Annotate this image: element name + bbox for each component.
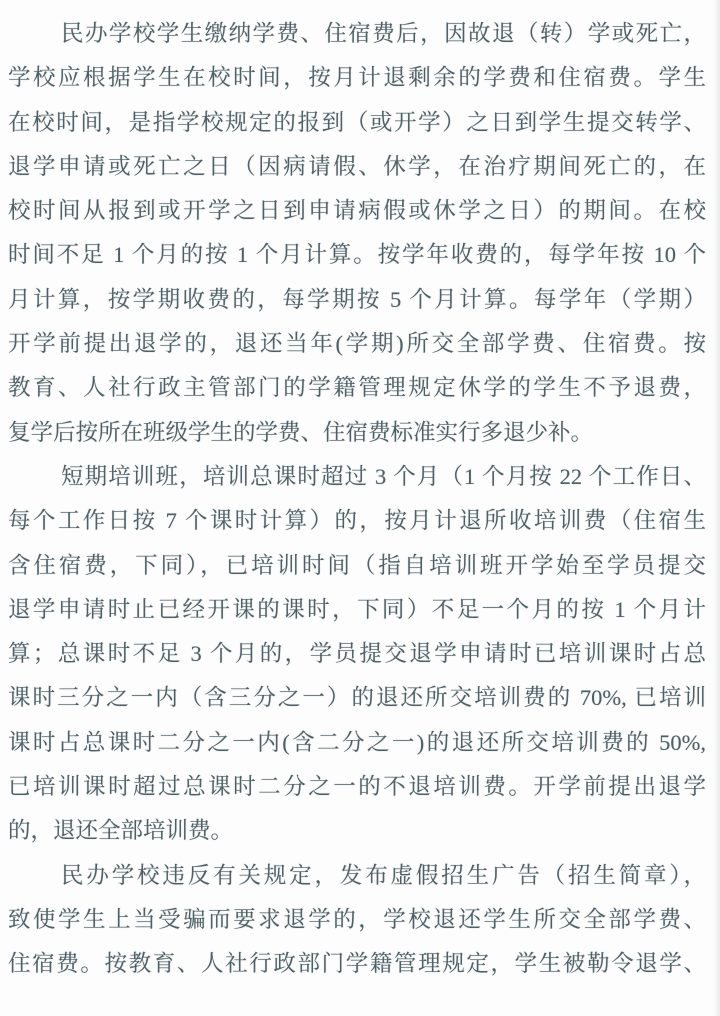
text-line: 每个工作日按 7 个课时计算）的，按月计退所收培训费（住宿生: [8, 508, 706, 534]
text-line: 课时三分之一内（含三分之一）的退还所交培训费的 70%, 已培训: [8, 685, 706, 711]
text-line: 复学后按所在班级学生的学费、住宿费标准实行多退少补。: [8, 419, 594, 445]
text-line: 算；总课时不足 3 个月的，学员提交退学申请时已培训课时占总: [8, 641, 706, 667]
text-line: 月计算，按学期收费的，每学期按 5 个月计算。每学年（学期）: [8, 286, 706, 312]
text-line: 在校时间，是指学校规定的报到（或开学）之日到学生提交转学、: [8, 109, 706, 135]
text-line: 住宿费。按教育、人社行政部门学籍管理规定，学生被勒令退学、: [8, 951, 706, 977]
text-line: 短期培训班，培训总课时超过 3 个月（1 个月按 22 个工作日、: [61, 463, 706, 489]
paragraph-short-term-training: [8, 455, 706, 854]
text-line: 开学前提出退学的，退还当年(学期)所交全部学费、住宿费。按: [8, 331, 706, 357]
paragraph-tuition-refund: [8, 12, 706, 455]
text-line: 学校应根据学生在校时间，按月计退剩余的学费和住宿费。学生: [8, 65, 706, 91]
text-line: 退学申请时止已经开课的课时，下同）不足一个月的按 1 个月计: [8, 596, 706, 622]
text-line: 民办学校违反有关规定，发布虚假招生广告（招生简章），: [61, 862, 706, 888]
paragraph-false-advertising: [8, 854, 706, 987]
text-line: 致使学生上当受骗而要求退学的，学校退还学生所交全部学费、: [8, 906, 706, 932]
text-line: 课时占总课时二分之一内(含二分之一)的退还所交培训费的 50%,: [8, 729, 706, 755]
text-line: 已培训课时超过总课时二分之一的不退培训费。开学前提出退学: [8, 774, 706, 800]
text-line: 退学申请或死亡之日（因病请假、休学，在治疗期间死亡的，在: [8, 153, 706, 179]
text-line: 教育、人社行政主管部门的学籍管理规定休学的学生不予退费，: [8, 375, 706, 401]
text-line: 含住宿费，下同），已培训时间（指自培训班开学始至学员提交: [8, 552, 706, 578]
text-line: 校时间从报到或开学之日到申请病假或休学之日）的期间。在校: [8, 198, 706, 224]
text-line: 民办学校学生缴纳学费、住宿费后，因故退（转）学或死亡，: [61, 21, 706, 46]
text-line: 时间不足 1 个月的按 1 个月计算。按学年收费的，每学年按 10 个: [8, 242, 706, 268]
text-line: 的，退还全部培训费。: [8, 818, 234, 844]
